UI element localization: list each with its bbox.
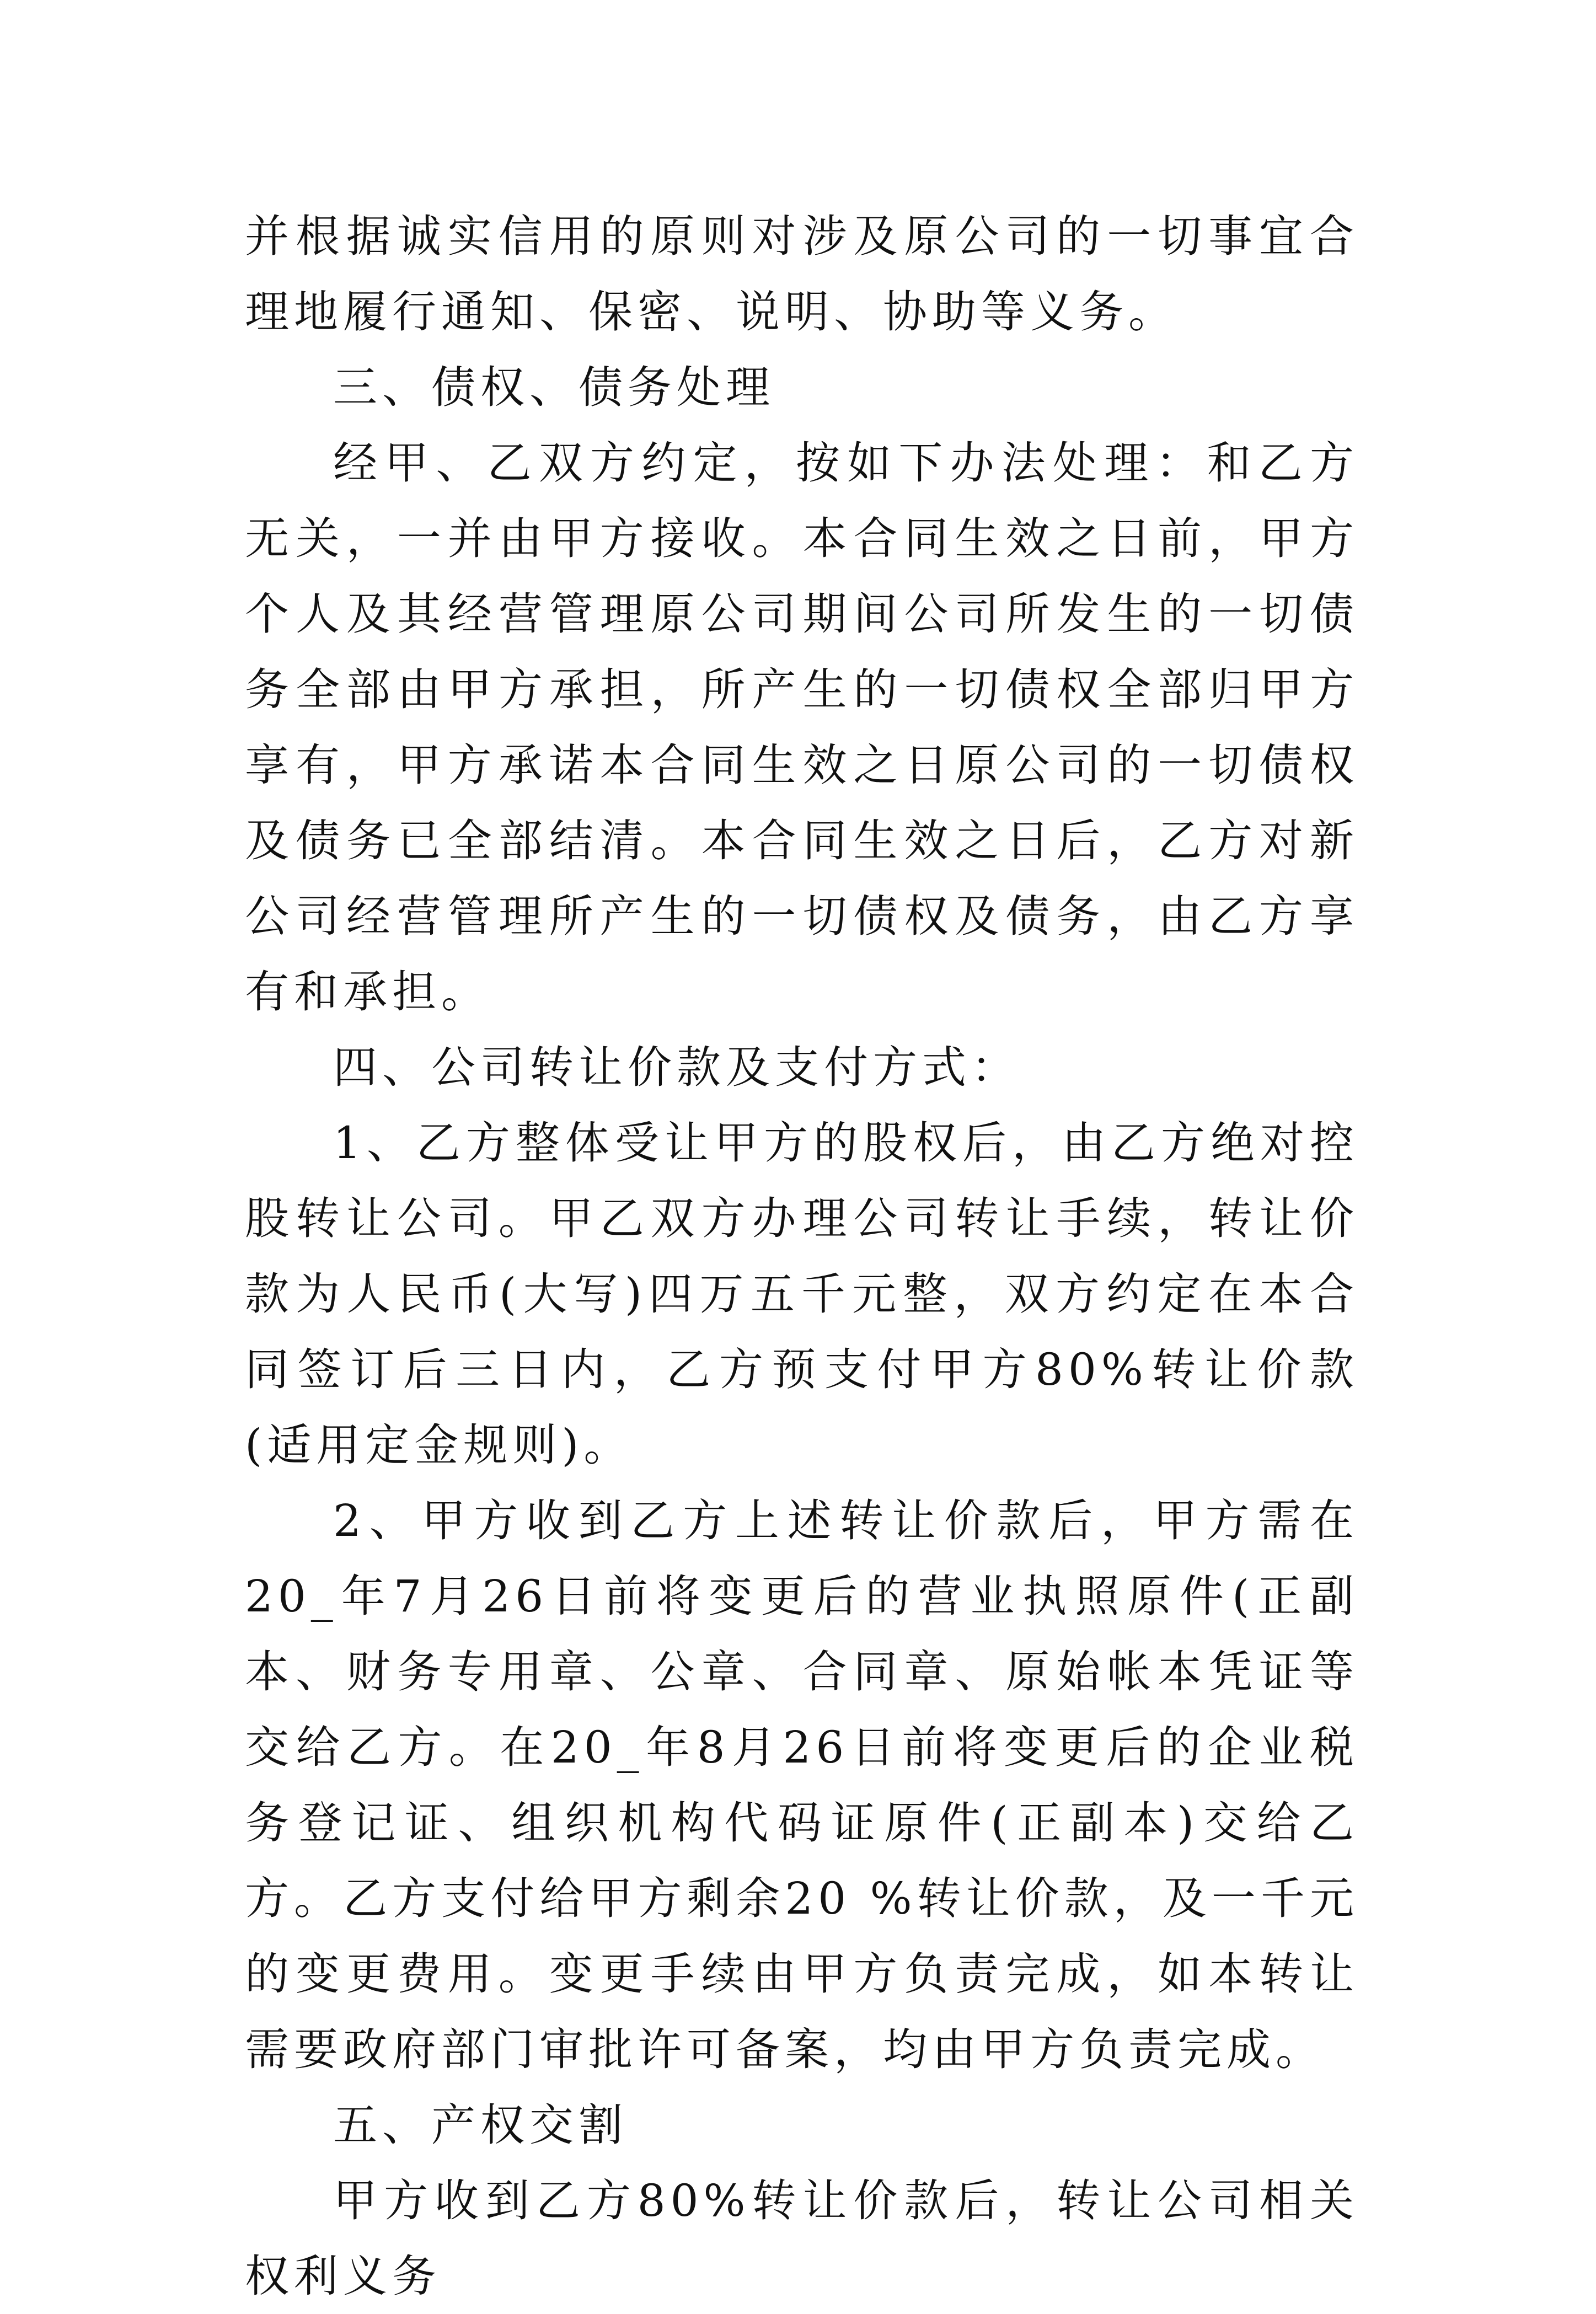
section-heading-four: 四、公司转让价款及支付方式：	[333, 1042, 1020, 1093]
paragraph-property-transfer: 甲方收到乙方80%转让价款后，转让公司相关权利义务	[245, 2175, 1359, 2302]
section-heading-three: 三、债权、债务处理	[333, 362, 775, 413]
document-body	[245, 199, 1359, 2314]
section-heading-five: 五、产权交割	[333, 2099, 628, 2151]
paragraph-debt-handling: 经甲、乙双方约定，按如下办法处理：和乙方无关，一并由甲方接收。本合同生效之日前，甲方个人及其经营管理原公司期间公司所发生的一切债务全部由甲方承担，所产生的一切债权全部归甲方享有，甲方承诺本合同生效之日原公司的一切债权及债务已全部结清。本合同生效之日后，乙方对新公司经营管理所产生的一切债权及债务，由乙方享有和承担。	[245, 437, 1359, 1017]
paragraph-price-clause-2: 2、甲方收到乙方上述转让价款后，甲方需在20_年7月26日前将变更后的营业执照原件(正副本、财务专用章、公章、合同章、原始帐本凭证等交给乙方。在20_年8月26日前将变更后的企业税务登记证、组织机构代码证原件(正副本)交给乙方。乙方支付给甲方剩余20 %转让价款，及一千元的变更费用。变更手续由甲方负责完成，如本转让需要政府部门审批许可备案，均由甲方负责完成。	[245, 1495, 1359, 2075]
paragraph-price-clause-1: 1、乙方整体受让甲方的股权后，由乙方绝对控股转让公司。甲乙双方办理公司转让手续，转让价款为人民币(大写)四万五千元整，双方约定在本合同签订后三日内，乙方预支付甲方80%转让价款(适用定金规则)。	[245, 1117, 1359, 1471]
paragraph-continuation: 并根据诚实信用的原则对涉及原公司的一切事宜合理地履行通知、保密、说明、协助等义务。	[245, 211, 1359, 338]
